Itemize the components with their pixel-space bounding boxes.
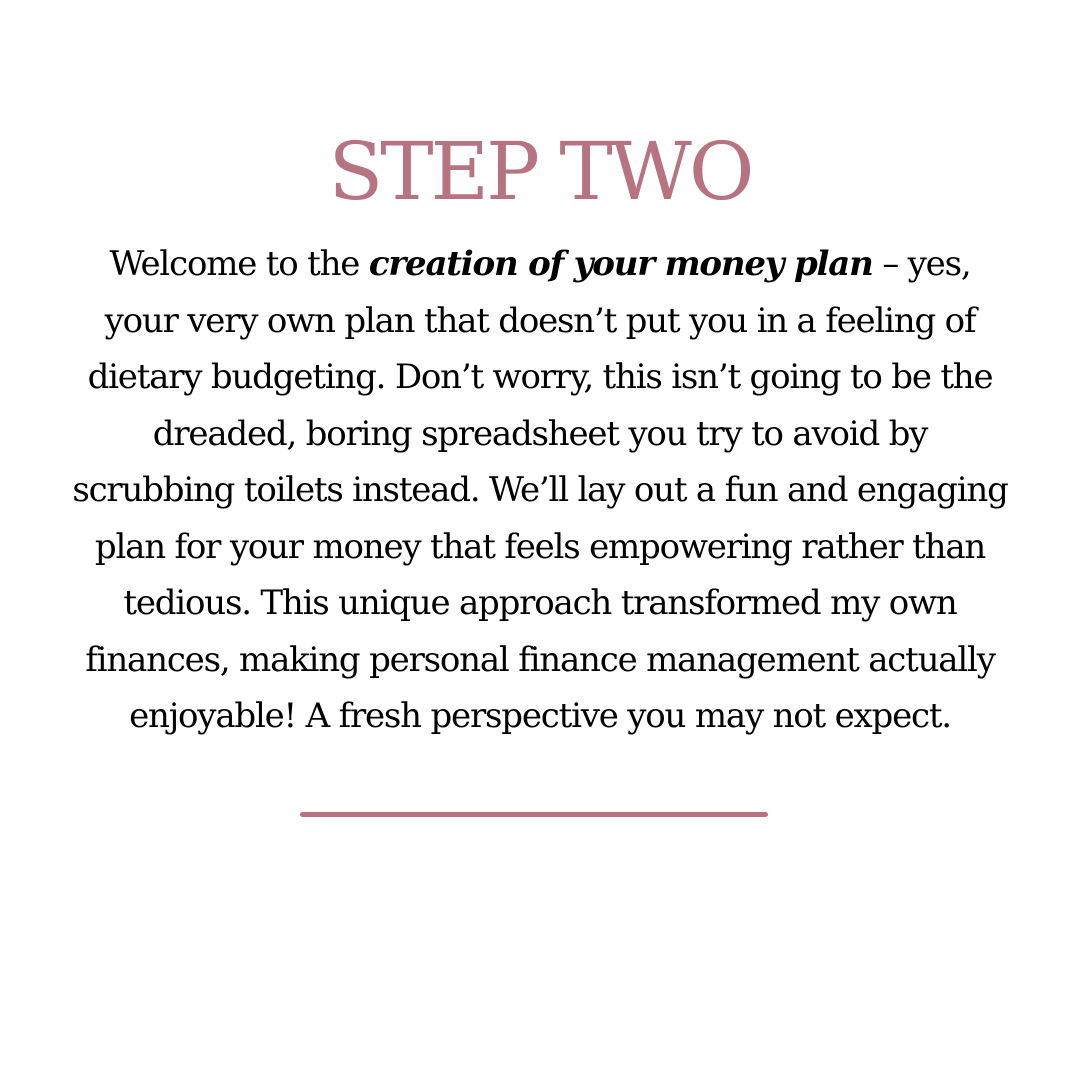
body-intro: Welcome to the: [109, 244, 369, 284]
divider-line: [300, 812, 768, 817]
body-paragraph: [70, 236, 1010, 745]
body-rest: – yes, your very own plan that doesn’t put you in a feeling of dietary budgeting. Don’t worry, this isn’t going to be the dreaded, boring spreadsheet you try to avoid by scrubbing toilets instead. We’ll lay out a fun and engaging plan for your money that feels empowering rather than tedious. This unique approach transformed my own finances, making personal finance management actually enjoyable! A fresh perspective you may not expect.: [72, 244, 1008, 736]
body-emphasis: creation of your money plan: [368, 244, 873, 284]
step-heading: STEP TWO: [328, 125, 752, 218]
